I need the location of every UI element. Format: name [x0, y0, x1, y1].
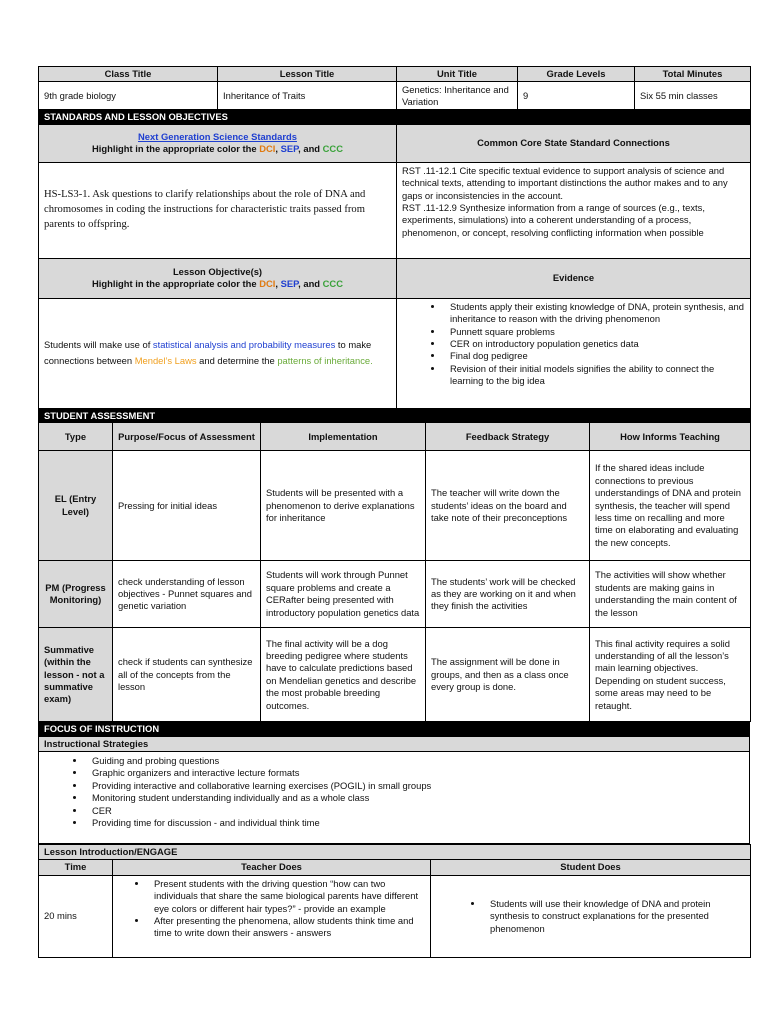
student-does-list — [436, 898, 745, 935]
objective-text-2: to make connections between — [44, 338, 372, 367]
lesson-info-table — [38, 66, 751, 110]
engage-time: 20 mins — [39, 875, 113, 957]
assessment-row-el — [39, 451, 751, 561]
standards-table — [38, 110, 751, 408]
strategy-item: • CER — [86, 805, 744, 817]
strategy-item: • Graphic organizers and interactive lecture formats — [86, 767, 744, 779]
dci-label: DCI — [259, 278, 276, 290]
unit-title-header: Unit Title — [397, 67, 518, 82]
class-title-header: Class Title — [39, 67, 218, 82]
evidence-header: Evidence — [397, 258, 751, 298]
highlight-instruction: Highlight in the appropriate color the — [92, 143, 260, 155]
objective-text-3: and determine the — [196, 355, 278, 367]
comma-separator: , — [275, 278, 278, 290]
assessment-implementation: Students will work through Punnet square problems and create a CERafter being presented with introductory population genetics data — [261, 561, 426, 628]
grade-levels-header: Grade Levels — [518, 67, 635, 82]
objective-dci-highlight: Mendel’s Laws — [134, 355, 197, 367]
assessment-feedback: The teacher will write down the students’ ideas on the board and take note of their preconceptions — [426, 451, 590, 561]
hs-ls3-1-standard: HS-LS3-1. Ask questions to clarify relationships about the role of DNA and chromosomes in coding the instructions for characteristic traits passed from parents to offspring. — [39, 162, 397, 258]
rst-11-12-1: RST .11-12.1 Cite specific textual evidence to support analysis of science and technical texts, attending to important distinctions the author makes and to any gaps or inconsistencies in the account. — [402, 164, 728, 201]
engage-table — [38, 844, 751, 958]
teacher-does-cell — [113, 875, 431, 957]
instructional-strategies-header: Instructional Strategies — [39, 736, 750, 751]
focus-of-instruction-table — [38, 722, 750, 844]
evidence-item: • CER on introductory population genetics data — [444, 338, 745, 350]
assessment-section-bar — [39, 409, 751, 422]
standards-section-bar — [39, 111, 751, 124]
assessment-type: Summative (within the lesson - not a summative exam) — [39, 628, 113, 722]
assessment-purpose: check understanding of lesson objectives - Punnet squares and genetic variation — [113, 561, 261, 628]
lesson-title-value: Inheritance of Traits — [218, 82, 397, 110]
dci-label: DCI — [259, 143, 276, 155]
assessment-informs: This final activity requires a solid understanding of all the lesson’s main learning objectives. Depending on student success, some areas may need to be retaught. — [590, 628, 751, 722]
unit-title-value: Genetics: Inheritance and Variation — [397, 82, 518, 110]
objective-header-cell — [39, 258, 397, 298]
focus-section-bar — [39, 723, 750, 736]
assessment-section-title: STUDENT ASSESSMENT — [39, 409, 751, 422]
assessment-purpose: Pressing for initial ideas — [113, 451, 261, 561]
strategy-item: • Guiding and probing questions — [86, 755, 744, 767]
sep-label: SEP — [280, 278, 299, 290]
lesson-plan-document — [38, 66, 750, 958]
and-separator: , and — [298, 143, 321, 155]
student-does-cell — [431, 875, 751, 957]
ccc-label: CCC — [322, 143, 343, 155]
strategies-cell — [39, 752, 750, 844]
implementation-header: Implementation — [261, 423, 426, 451]
engage-row — [39, 875, 751, 957]
student-action: • Students will use their knowledge of DNA and protein synthesis to construct explanations for the presented phenomenon — [484, 898, 745, 935]
evidence-item: • Revision of their initial models signifies the ability to connect the learning to the big idea — [444, 363, 745, 388]
standards-section-title: STANDARDS AND LESSON OBJECTIVES — [39, 111, 751, 124]
strategy-item: • Providing time for discussion - and individual think time — [86, 817, 744, 829]
evidence-list — [402, 301, 745, 388]
rst-11-12-9: RST .11-12.9 Synthesize information from a range of sources (e.g., texts, experiments, simulations) into a coherent understanding of a process, phenomenon, or concept, resolving conflicting information when possible — [402, 202, 705, 238]
ngss-header-cell — [39, 124, 397, 162]
lesson-objective-text — [39, 298, 397, 408]
assessment-purpose: check if students can synthesize all of the concepts from the lesson — [113, 628, 261, 722]
objective-header-row — [39, 258, 751, 298]
sep-label: SEP — [280, 143, 299, 155]
student-does-header: Student Does — [431, 860, 751, 875]
assessment-row-summative — [39, 628, 751, 722]
objective-content-row — [39, 298, 751, 408]
total-minutes-header: Total Minutes — [635, 67, 751, 82]
assessment-implementation: Students will be presented with a phenomenon to derive explanations for inheritance — [261, 451, 426, 561]
informs-teaching-header: How Informs Teaching — [590, 423, 751, 451]
purpose-header: Purpose/Focus of Assessment — [113, 423, 261, 451]
teacher-action: • After presenting the phenomena, allow students think time and time to write down their answers - answers — [148, 915, 425, 940]
ccc-label: CCC — [322, 278, 343, 290]
teacher-does-list — [118, 878, 425, 940]
strategies-row — [39, 752, 750, 844]
strategies-list — [44, 755, 744, 829]
lesson-info-header-row — [39, 67, 751, 82]
engage-header-row — [39, 845, 751, 860]
objective-ccc-highlight: patterns of inheritance. — [277, 355, 373, 367]
lesson-title-header: Lesson Title — [218, 67, 397, 82]
assessment-informs: The activities will show whether students are making gains in understanding the main content of the lesson — [590, 561, 751, 628]
assessment-type: PM (Progress Monitoring) — [39, 561, 113, 628]
assessment-row-pm — [39, 561, 751, 628]
objective-sep-highlight: statistical analysis and probability measures — [152, 338, 336, 350]
comma-separator: , — [275, 143, 278, 155]
evidence-item: • Final dog pedigree — [444, 350, 745, 362]
strategy-item: • Monitoring student understanding individually and as a whole class — [86, 792, 744, 804]
focus-section-title: FOCUS OF INSTRUCTION — [39, 723, 750, 736]
feedback-header: Feedback Strategy — [426, 423, 590, 451]
ccss-header: Common Core State Standard Connections — [397, 124, 751, 162]
evidence-cell — [397, 298, 751, 408]
engage-column-header-row — [39, 860, 751, 875]
ccss-connections-cell — [397, 162, 751, 258]
assessment-informs: If the shared ideas include connections to previous understandings of DNA and protein synthesis, the teacher will spend less time on recalling and more time on elaborating and evaluating the new concepts. — [590, 451, 751, 561]
assessment-type: EL (Entry Level) — [39, 451, 113, 561]
evidence-item: • Students apply their existing knowledge of DNA, protein synthesis, and inheritance to reason with the driving phenomenon — [444, 301, 745, 326]
type-header: Type — [39, 423, 113, 451]
strategies-header-row — [39, 736, 750, 751]
grade-levels-value: 9 — [518, 82, 635, 110]
assessment-header-row — [39, 423, 751, 451]
and-separator: , and — [298, 278, 321, 290]
teacher-does-header: Teacher Does — [113, 860, 431, 875]
assessment-feedback: The students’ work will be checked as they are working on it and when they finish the activities — [426, 561, 590, 628]
assessment-feedback: The assignment will be done in groups, and then as a class once every group is done. — [426, 628, 590, 722]
time-header: Time — [39, 860, 113, 875]
objective-text-1: Students will make use of — [44, 338, 153, 350]
standards-header-row — [39, 124, 751, 162]
teacher-action: • Present students with the driving question “how can two individuals that share the same biological parents have different eye colors or different hair types?” - provide an example — [148, 878, 425, 915]
class-title-value: 9th grade biology — [39, 82, 218, 110]
assessment-implementation: The final activity will be a dog breeding pedigree where students have to calculate predictions based on Mendelian genetics and describe the most probable breeding outcomes. — [261, 628, 426, 722]
student-assessment-table — [38, 409, 751, 722]
highlight-instruction: Highlight in the appropriate color the — [92, 278, 260, 290]
evidence-item: • Punnett square problems — [444, 326, 745, 338]
strategy-item: • Providing interactive and collaborative learning exercises (POGIL) in small groups — [86, 780, 744, 792]
lesson-info-values-row — [39, 82, 751, 110]
lesson-objectives-title: Lesson Objective(s) — [172, 265, 263, 277]
standards-content-row — [39, 162, 751, 258]
ngss-link[interactable]: Next Generation Science Standards — [138, 130, 297, 142]
total-minutes-value: Six 55 min classes — [635, 82, 751, 110]
engage-header: Lesson Introduction/ENGAGE — [39, 845, 751, 860]
